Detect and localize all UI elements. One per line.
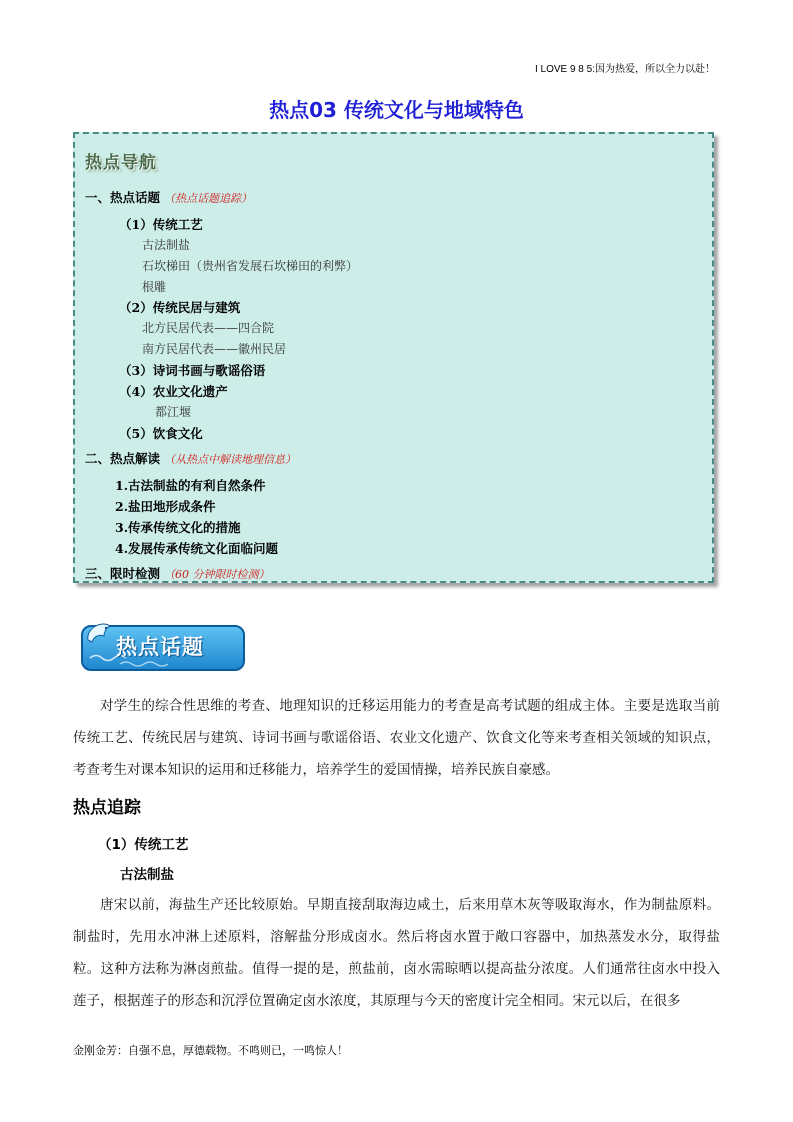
nav-item: 古法制盐 [142,238,191,252]
nav-item: 南方民居代表——徽州民居 [142,342,287,356]
nav-heading: 热点导航 [85,153,157,173]
nav-sub-item: 3.传承传统文化的措施 [115,520,241,535]
nav-section-2-hint: （从热点中解读地理信息） [164,453,297,466]
nav-section-1-label: 一、热点话题 [85,190,161,205]
nav-sub-item: 4.发展传承传统文化面临问题 [115,541,279,556]
section-heading: 热点追踪 [73,798,141,818]
nav-section-3 [85,564,270,582]
nav-item: （3）诗词书画与歌谣俗语 [119,363,266,378]
nav-item: （1）传统工艺 [119,217,203,232]
subheading-ancient-salt: 古法制盐 [120,867,174,883]
nav-section-3-hint: （60 分钟限时检测） [164,568,270,581]
hotspot-navigation-box [73,132,714,583]
nav-section-1-hint: （热点话题追踪） [164,192,253,205]
header-note: I LOVE 9 8 5:因为热爱，所以全力以赴！ [534,64,715,75]
subheading-traditional-craft: （1）传统工艺 [98,837,189,853]
nav-section-2-label: 二、热点解读 [85,451,161,466]
nav-item: 石坎梯田（贵州省发展石坎梯田的利弊） [142,259,359,273]
nav-section-1 [85,188,252,206]
nav-sub-item: 2.盐田地形成条件 [115,499,216,514]
nav-item: 北方民居代表——四合院 [142,321,275,335]
nav-item: 都江堰 [155,405,192,419]
badge-label: 热点话题 [116,635,204,659]
hot-topic-badge [80,620,246,672]
nav-section-2 [85,449,296,467]
nav-sub-item: 1.古法制盐的有利自然条件 [115,478,266,493]
body-paragraph: 唐宋以前，海盐生产还比较原始。早期直接刮取海边咸土，后来用草木灰等吸取海水，作为制盐原料。制盐时，先用水冲淋上述原料，溶解盐分形成卤水。然后将卤水置于敞口容器中，加热蒸发水分，取得盐粒。这种方法称为淋卤煎盐。值得一提的是，煎盐前，卤水需晾晒以提高盐分浓度。人们通常往卤水中投入莲子，根据莲子的形态和沉浮位置确定卤水浓度，其原理与今天的密度计完全相同。宋元以后，在很多 [73,897,720,1009]
intro-paragraph: 对学生的综合性思维的考查、地理知识的迁移运用能力的考查是高考试题的组成主体。主要是选取当前传统工艺、传统民居与建筑、诗词书画与歌谣俗语、农业文化遗产、饮食文化等来考查相关领域的知识点，考查考生对课本知识的运用和迁移能力，培养学生的爱国情操，培养民族自豪感。 [73,698,720,778]
nav-item: （5）饮食文化 [119,426,203,441]
nav-item: （2）传统民居与建筑 [119,300,241,315]
footer-note: 金刚金芳：自强不息，厚德载物。不鸣则已，一鸣惊人！ [73,1044,348,1057]
nav-section-3-label: 三、限时检测 [85,566,161,581]
nav-item: （4）农业文化遗产 [119,384,228,399]
page-title: 热点03 传统文化与地域特色 [269,98,524,122]
nav-item: 根雕 [142,280,167,294]
